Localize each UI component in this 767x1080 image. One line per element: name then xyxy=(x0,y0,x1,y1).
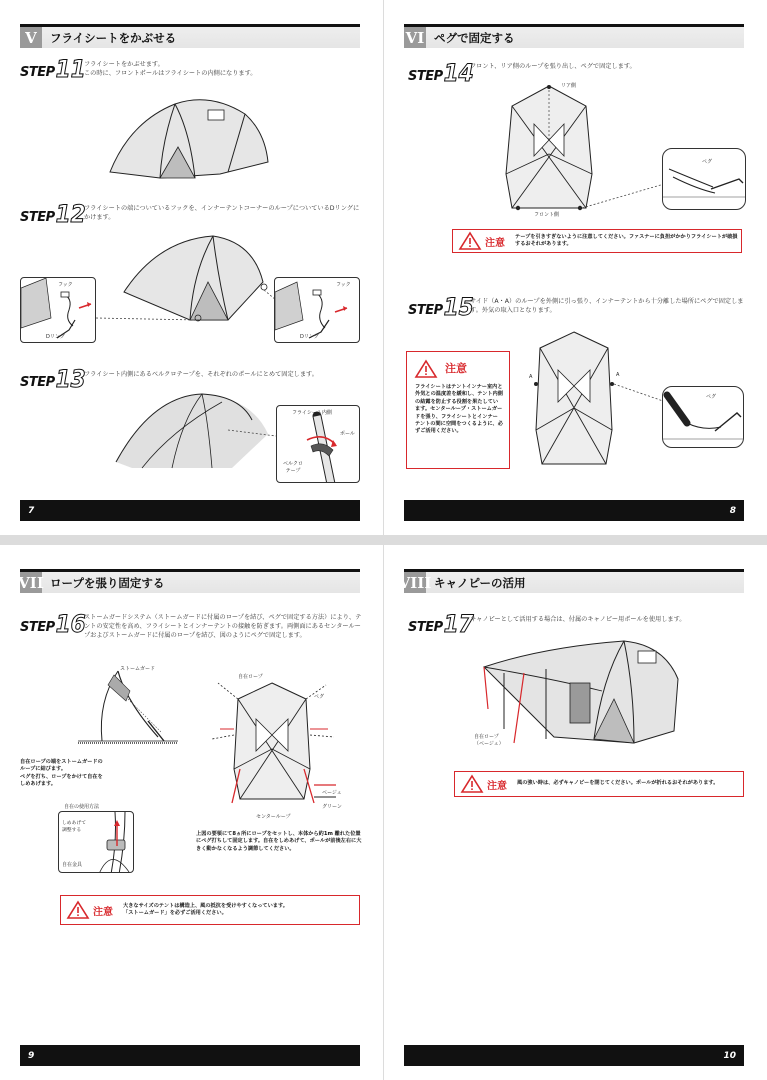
step-word: STEP xyxy=(408,69,443,84)
step-word: STEP xyxy=(20,65,55,80)
section-title: キャノピーの活用 xyxy=(434,575,526,590)
label-pole: ポール xyxy=(340,431,355,437)
label-peg-15: ペグ xyxy=(706,394,717,400)
label-hook-left: フック xyxy=(58,282,73,288)
label-peg-14: ペグ xyxy=(702,159,713,165)
label-storm-guard: ストームガード xyxy=(120,666,156,672)
section-header xyxy=(20,569,360,593)
label-hook-right: フック xyxy=(336,282,351,288)
caution-text: フライシートはテントインナー室内と外気との温度差を緩和し、テント内側の結露を防止する役割を果たしています。センターループ・ストームガードを張り、フライシートとインナーテントの間に空間をつくるように、必ずご活用ください。 xyxy=(415,384,503,435)
label-jizai-metal: 自在金具 xyxy=(62,862,83,868)
caution-box xyxy=(454,771,744,797)
label-tighten: しめあげて 調整する xyxy=(62,821,86,833)
label-jizai-rope: 自在ロープ xyxy=(238,674,263,680)
step-number: 16 xyxy=(55,610,86,638)
caution-label: 注意 xyxy=(445,362,467,375)
step-13-text: フライシート内側にあるベルクロテープを、それぞれのポールにとめて固定します。 xyxy=(84,371,318,378)
page-footer xyxy=(20,500,360,521)
page-footer xyxy=(404,1045,744,1066)
label-fly-inside: フライシート内側 xyxy=(292,410,332,416)
caution-box xyxy=(60,895,360,925)
caution-label: 注意 xyxy=(93,906,113,918)
label-a-left: A xyxy=(529,374,533,380)
step-16-heading xyxy=(20,610,86,638)
storm-guard-illustration xyxy=(78,671,178,743)
label-green: グリーン xyxy=(322,804,342,810)
step-11-text: フライシートをかぶせます。 この時に、フロントポールはフライシートの内側になります。 xyxy=(84,61,257,77)
step-number: 14 xyxy=(443,59,474,87)
canopy-tent-illustration xyxy=(484,639,680,749)
label-jizai-usage: 自在の使用方法 xyxy=(64,804,100,810)
caution-text: 大きなサイズのテントは構造上、風の抵抗を受けやすくなっています。 「ストームガード」を必ずご活用ください。 xyxy=(123,902,288,916)
section-title: ペグで固定する xyxy=(434,30,515,45)
page-8 xyxy=(384,0,767,535)
step-number: 13 xyxy=(55,365,86,393)
caution-label: 注意 xyxy=(487,780,507,792)
label-rear: リア側 xyxy=(561,83,577,89)
label-jizai-rope: 自在ロープ （ベージュ） xyxy=(474,734,504,747)
section-header xyxy=(398,569,744,593)
label-dring-left: Dリング xyxy=(46,334,65,340)
dotted-leader-line-15 xyxy=(384,0,767,535)
section-roman-numeral: VI xyxy=(405,28,425,47)
page-number: 10 xyxy=(723,1050,736,1061)
step-12-text: フライシートの端についているフックを、インナーテントコーナーのループについているDリングにかけます。 xyxy=(84,205,360,221)
page-7 xyxy=(0,0,383,535)
section-roman-numeral: V xyxy=(20,27,42,48)
page-number: 8 xyxy=(729,505,736,516)
step-number: 12 xyxy=(55,200,86,228)
step-word: STEP xyxy=(20,210,55,225)
section-roman-numeral: VII xyxy=(18,573,44,592)
caution-text: テープを引きすぎないように注意してください。ファスナーに負担がかかりフライシートが破損するおそれがあります。 xyxy=(515,233,738,247)
page-10 xyxy=(384,545,767,1080)
section-title: フライシートをかぶせる xyxy=(50,30,177,45)
page-number: 7 xyxy=(28,505,35,516)
section-roman-numeral: VIII xyxy=(398,573,432,592)
rope-note: 自在ロープの端をストームガードの ループに結びます。 ペグを打ち、ロープをかけて自在を しめあげます。 xyxy=(20,759,103,788)
step-word: STEP xyxy=(408,303,443,318)
caution-text: 風の強い時は、必ずキャノピーを閉じてください。ポールが折れるおそれがあります。 xyxy=(517,780,719,787)
warning-triangle-icon xyxy=(67,901,89,919)
step-number: 11 xyxy=(55,55,86,83)
page-number: 9 xyxy=(28,1050,35,1061)
step-16-text: ストームガードシステム（ストームガードに付属のロープを結び、ペグで固定する方法）により、テントの安定性を高め、フライシートとインナーテントの接触を防ぎます。両側面にあるセンターループおよびストームガードに付属のロープを結び、図のようにペグで固定します。 xyxy=(84,614,362,639)
install-note: 上図の要領にて8ヵ所にロープをセットし、本体から約1m 離れた位置にペグ打ちして固定します。自在をしめあげて、ポールが前後左右に大きく動かなくなるよう調節してください。 xyxy=(196,831,362,852)
label-velcro: ベルクロ テープ xyxy=(283,461,303,474)
step-17-heading xyxy=(408,610,474,638)
label-beige: ベージュ xyxy=(322,790,342,796)
peg-icon xyxy=(663,387,744,448)
label-center-loop: センターループ xyxy=(256,814,291,820)
caution-label: 注意 xyxy=(485,237,505,249)
warning-triangle-icon xyxy=(461,775,483,793)
step-number: 15 xyxy=(443,293,474,321)
step-word: STEP xyxy=(20,620,55,635)
step-15-text: サイド（A・A）のループを外側に引っ張り、インナーテントから十分離した場所にペグで固定します。外気の取入口となります。 xyxy=(470,298,744,314)
peg-detail-15 xyxy=(662,386,744,448)
step-17-text: キャノピーとして活用する場合は、付属のキャノピー用ポールを使用します。 xyxy=(470,616,686,623)
step-number: 17 xyxy=(443,610,474,638)
label-front: フロント側 xyxy=(534,212,560,218)
page-footer xyxy=(404,500,744,521)
label-peg: ペグ xyxy=(314,694,325,700)
label-a-right: A xyxy=(616,372,620,378)
step-14-text: フロント、リア側のループを張り出し、ペグで固定します。 xyxy=(470,63,636,70)
step-word: STEP xyxy=(20,375,55,390)
label-dring-right: Dリング xyxy=(300,334,319,340)
step-word: STEP xyxy=(408,620,443,635)
section-title: ロープを張り固定する xyxy=(50,575,165,590)
page-footer xyxy=(20,1045,360,1066)
page-9 xyxy=(0,545,383,1080)
